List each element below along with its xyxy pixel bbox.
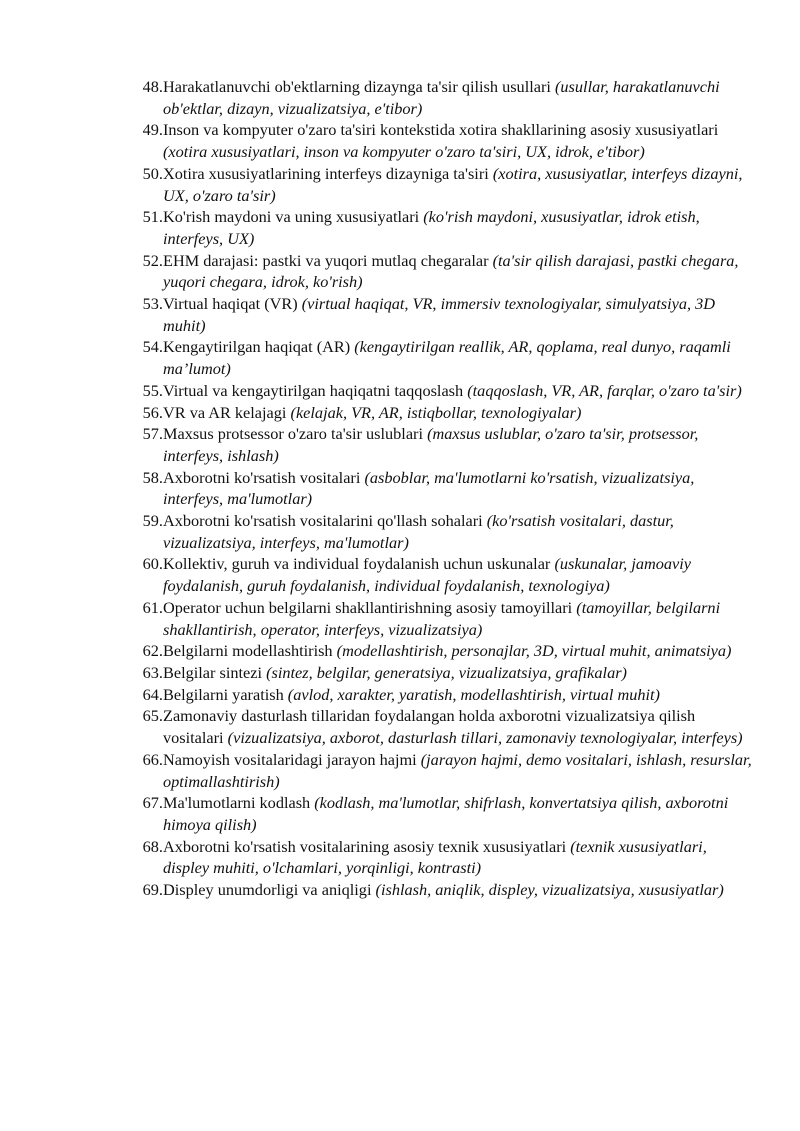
item-number: 52. — [142, 250, 163, 270]
item-text: EHM darajasi: pastki va yuqori mutlaq chegaralar — [163, 250, 489, 270]
item-keywords: (ta'sir qilish darajasi, pastki chegara, yuqori chegara, idrok, ko'rish) — [163, 250, 739, 292]
item-keywords: (xotira xususiyatlari, inson va kompyuter o'zaro ta'siri, UX, idrok, e'tibor) — [163, 142, 645, 162]
list-item — [132, 250, 752, 293]
list-item — [132, 402, 752, 424]
list-item — [132, 749, 752, 792]
list-item — [132, 293, 752, 336]
item-number: 54. — [142, 337, 163, 357]
item-text: Harakatlanuvchi ob'ektlarning dizaynga ta'sir qilish usullari — [163, 77, 551, 96]
item-number: 67. — [142, 793, 163, 813]
item-text: Inson va kompyuter o'zaro ta'siri kontekstida xotira shakllarining asosiy xususiyatlari — [163, 120, 719, 140]
list-item — [132, 423, 752, 466]
item-keywords: (kelajak, VR, AR, istiqbollar, texnologiyalar) — [290, 402, 582, 422]
list-item — [132, 640, 752, 662]
item-number: 59. — [142, 511, 163, 531]
item-text: VR va AR kelajagi — [163, 402, 287, 422]
item-number: 64. — [142, 684, 163, 704]
item-keywords: (uskunalar, jamoaviy foydalanish, guruh foydalanish, individual foydalanish, texnologiya) — [163, 554, 691, 596]
item-keywords: (vizualizatsiya, axborot, dasturlash tillari, zamonaviy texnologiyalar, interfeys) — [227, 728, 743, 748]
item-text: Axborotni ko'rsatish vositalarining asosiy texnik xususiyatlari — [163, 836, 567, 856]
item-text: Displey unumdorligi va aniqligi — [163, 880, 372, 900]
item-keywords: (kodlash, ma'lumotlar, shifrlash, konvertatsiya qilish, axborotni himoya qilish) — [163, 793, 729, 834]
item-number: 53. — [142, 294, 163, 314]
item-text: Maxsus protsessor o'zaro ta'sir uslublari — [163, 424, 423, 444]
item-keywords: (ko'rish maydoni, xususiyatlar, idrok etish, interfeys, UX) — [163, 207, 700, 248]
item-text: Kollektiv, guruh va individual foydalanish uchun uskunalar — [163, 554, 551, 574]
item-keywords: (kengaytirilgan reallik, AR, qoplama, real dunyo, raqamli ma’lumot) — [163, 337, 731, 379]
item-keywords: (ko'rsatish vositalari, dastur, vizualizatsiya, interfeys, ma'lumotlar) — [163, 511, 674, 552]
item-number: 68. — [142, 836, 163, 856]
item-number: 66. — [142, 749, 163, 769]
list-item — [132, 684, 752, 706]
item-text: Axborotni ko'rsatish vositalari — [163, 467, 361, 487]
item-text: Axborotni ko'rsatish vositalarini qo'llash sohalari — [163, 511, 483, 531]
item-keywords: (sintez, belgilar, generatsiya, vizualizatsiya, grafikalar) — [266, 662, 627, 682]
item-keywords: (asboblar, ma'lumotlarni ko'rsatish, vizualizatsiya, interfeys, ma'lumotlar) — [163, 467, 695, 509]
list-item — [132, 336, 752, 379]
topic-list — [132, 76, 752, 901]
item-number: 65. — [142, 706, 163, 726]
list-item — [132, 163, 752, 206]
item-number: 56. — [142, 402, 163, 422]
item-text: Operator uchun belgilarni shakllantirishning asosiy tamoyillari — [163, 597, 573, 617]
item-keywords: (jarayon hajmi, demo vositalari, ishlash, resurslar, optimallashtirish) — [163, 749, 752, 791]
item-number: 57. — [142, 424, 163, 444]
list-item — [132, 206, 752, 249]
list-item — [132, 662, 752, 684]
item-number: 61. — [142, 597, 163, 617]
item-number: 58. — [142, 467, 163, 487]
item-text: Belgilarni modellashtirish — [163, 641, 333, 661]
item-text: Ko'rish maydoni va uning xususiyatlari — [163, 207, 420, 227]
item-number: 55. — [142, 380, 163, 400]
item-keywords: (usullar, harakatlanuvchi ob'ektlar, dizayn, vizualizatsiya, e'tibor) — [163, 77, 720, 118]
list-item — [132, 119, 752, 162]
item-keywords: (taqqoslash, VR, AR, farqlar, o'zaro ta'sir) — [467, 380, 742, 400]
item-number: 50. — [142, 163, 163, 183]
item-number: 51. — [142, 207, 163, 227]
item-keywords: (virtual haqiqat, VR, immersiv texnologiyalar, simulyatsiya, 3D muhit) — [163, 294, 716, 335]
item-text: Kengaytirilgan haqiqat (AR) — [163, 337, 351, 357]
list-item — [132, 879, 752, 901]
list-item — [132, 836, 752, 879]
item-text: Zamonaviy dasturlash tillaridan foydalangan holda axborotni vizualizatsiya qilish vositalari — [163, 706, 696, 748]
item-keywords: (tamoyillar, belgilarni shakllantirish, operator, interfeys, vizualizatsiya) — [163, 597, 721, 639]
item-number: 62. — [142, 641, 163, 661]
item-keywords: (maxsus uslublar, o'zaro ta'sir, protsessor, interfeys, ishlash) — [163, 424, 699, 465]
list-item — [132, 553, 752, 596]
list-item — [132, 792, 752, 835]
item-keywords: (xotira, xususiyatlar, interfeys dizayni, UX, o'zaro ta'sir) — [163, 163, 743, 205]
item-number: 49. — [142, 120, 163, 140]
item-keywords: (modellashtirish, personajlar, 3D, virtual muhit, animatsiya) — [336, 641, 732, 661]
item-keywords: (texnik xususiyatlari, displey muhiti, o'lchamlari, yorqinligi, kontrasti) — [163, 836, 707, 878]
item-text: Virtual haqiqat (VR) — [163, 294, 298, 314]
item-text: Namoyish vositalaridagi jarayon hajmi — [163, 749, 417, 769]
item-number: 60. — [142, 554, 163, 574]
item-number: 69. — [142, 880, 163, 900]
item-text: Belgilarni yaratish — [163, 684, 284, 704]
list-item — [132, 597, 752, 640]
list-item — [132, 705, 752, 748]
item-text: Ma'lumotlarni kodlash — [163, 793, 311, 813]
item-keywords: (avlod, xarakter, yaratish, modellashtirish, virtual muhit) — [287, 684, 660, 704]
list-item — [132, 76, 752, 119]
list-item — [132, 380, 752, 402]
item-number: 63. — [142, 662, 163, 682]
item-text: Xotira xususiyatlarining interfeys dizayniga ta'siri — [163, 163, 489, 183]
list-item — [132, 467, 752, 510]
item-number: 48. — [142, 77, 163, 96]
item-text: Belgilar sintezi — [163, 662, 263, 682]
item-keywords: (ishlash, aniqlik, displey, vizualizatsiya, xususiyatlar) — [375, 880, 724, 900]
item-text: Virtual va kengaytirilgan haqiqatni taqqoslash — [163, 380, 464, 400]
list-item — [132, 510, 752, 553]
